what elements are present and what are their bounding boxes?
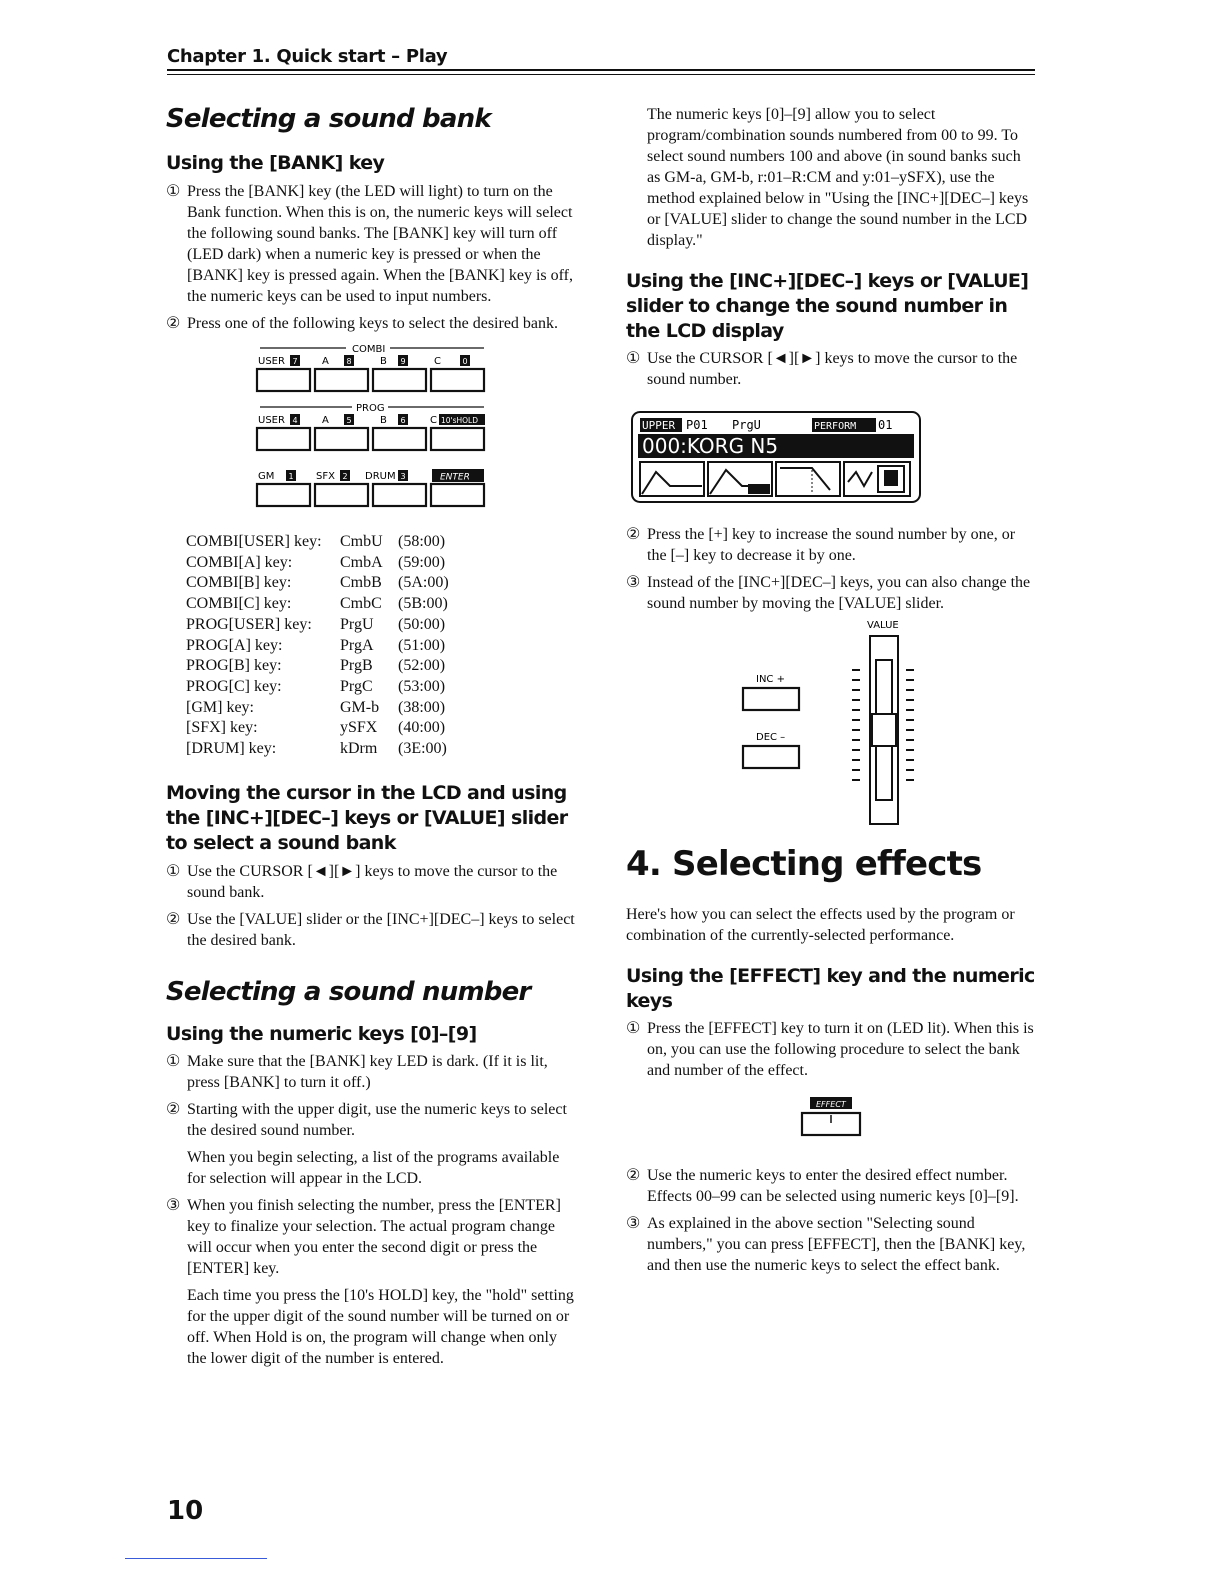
bank-code: GM-b: [340, 698, 380, 716]
step-item: [626, 1018, 1038, 1081]
key-number: 4: [292, 416, 298, 425]
step-number: ②: [626, 526, 641, 543]
bank-table-row: [186, 636, 449, 657]
step-text: Use the [VALUE] slider or the [INC+][DEC–] keys to select the desired bank.: [187, 910, 575, 949]
key-8: [315, 369, 368, 391]
bank-code: CmbB: [340, 574, 382, 592]
effect-label: EFFECT: [816, 1100, 846, 1109]
bank-address: (3E:00): [398, 740, 447, 758]
bank-table-row: [186, 532, 449, 553]
bank-code: CmbA: [340, 553, 383, 571]
subsection-title: Using the numeric keys [0]–[9]: [166, 1022, 477, 1045]
bank-address: (51:00): [398, 636, 446, 654]
key-4: [257, 428, 310, 450]
key-number: 9: [400, 357, 406, 366]
key-label: A: [322, 415, 329, 426]
dec-label: DEC –: [756, 732, 786, 743]
key-number: 2: [342, 472, 348, 481]
body-paragraph: Here's how you can select the effects used by the program or combination of the currently-selected performance.: [626, 906, 1015, 944]
bank-table-row: [186, 656, 449, 677]
footer-line: [125, 1558, 267, 1559]
header-rule-thin: [167, 74, 1035, 75]
step-number: ③: [626, 574, 641, 591]
step-item: [626, 348, 1038, 390]
key-2: [315, 484, 368, 506]
bank-code: kDrm: [340, 740, 378, 758]
step-text: When you finish selecting the number, press the [ENTER] key to finalize your selection. The actual program change will occur when you enter the second digit or press the [ENTER] key.: [187, 1196, 561, 1277]
lcd-upper-tag: UPPER: [642, 419, 676, 432]
effect-key-diagram: [626, 1093, 1038, 1153]
section-title: Selecting a sound number: [166, 976, 531, 1007]
key-number: 3: [400, 472, 406, 481]
key-number: 1: [288, 472, 294, 481]
step-text: Use the CURSOR [◄][►] keys to move the cursor to the sound number.: [647, 350, 1018, 388]
numeric-keypad-diagram: [254, 342, 494, 522]
subsection-title: Moving the cursor in the LCD and using the [INC+][DEC–] keys or [VALUE] slider to select a sound bank: [166, 781, 568, 854]
bank-key-name: COMBI[A] key:: [186, 553, 293, 571]
bank-key-name: PROG[C] key:: [186, 677, 282, 695]
key-number: 6: [400, 416, 406, 425]
bank-key-name: [SFX] key:: [186, 719, 258, 737]
step-text: Use the CURSOR [◄][►] keys to move the cursor to the sound bank.: [187, 862, 558, 901]
bank-table-row: [186, 573, 449, 594]
step-item: [166, 1099, 576, 1141]
left-column: [166, 104, 576, 1369]
key-number: 0: [462, 357, 468, 366]
key-number: 5: [346, 416, 352, 425]
lcd-prgu: PrgU: [732, 418, 761, 432]
bank-table-row: [186, 718, 449, 739]
step-item: [166, 909, 576, 951]
bank-key-name: PROG[USER] key:: [186, 615, 312, 633]
key-number: 8: [346, 357, 352, 366]
step-number: ①: [166, 183, 181, 200]
slider-knob: [872, 714, 896, 746]
step-text: Starting with the upper digit, use the numeric keys to select the desired sound number.: [187, 1100, 567, 1139]
right-column: [626, 104, 1038, 1276]
key-7: [257, 369, 310, 391]
step-text: As explained in the above section "Selecting sound numbers," you can press [EFFECT], then the [BANK] key, and then use the numeric keys to select the effect bank.: [647, 1215, 1026, 1274]
lcd-main-text: 000:KORG N5: [642, 434, 779, 458]
key-label: DRUM: [365, 471, 396, 482]
step-number: ①: [166, 1052, 181, 1070]
bank-address: (5B:00): [398, 595, 448, 613]
key-label: B: [380, 415, 387, 426]
bank-address: (38:00): [398, 698, 446, 716]
bank-code: PrgC: [340, 677, 373, 695]
step-number: ③: [166, 1196, 181, 1214]
subsection-title: Using the [EFFECT] key and the numeric keys: [626, 965, 1035, 1012]
step-item: [626, 1165, 1038, 1207]
key-0: [431, 369, 484, 391]
header-rule: [167, 69, 1035, 71]
bank-code: ySFX: [340, 719, 378, 737]
step-text: Press the [+] key to increase the sound number by one, or the [–] key to decrease it by one.: [647, 526, 1016, 564]
bank-key-name: [DRUM] key:: [186, 740, 277, 758]
key-3: [373, 484, 426, 506]
step-text: Press the [EFFECT] key to turn it on (LED lit). When this is on, you can use the following procedure to select the bank and number of the effect.: [647, 1020, 1034, 1079]
bank-address: (58:00): [398, 533, 446, 550]
bank-table-row: [186, 615, 449, 636]
step-text: Use the numeric keys to enter the desired effect number. Effects 00–99 can be selected using numeric keys [0]–[9].: [647, 1167, 1019, 1205]
bank-address: (53:00): [398, 677, 446, 695]
step-note: Each time you press the [10's HOLD] key, the "hold" setting for the upper digit of the sound number will be turned on or off. When Hold is on, the program will change when only the lower digit of the number is entered.: [187, 1286, 574, 1367]
key-10s-hold: [431, 428, 484, 450]
step-item: [166, 861, 576, 903]
step-item: [166, 1195, 576, 1279]
key-5: [315, 428, 368, 450]
step-number: ②: [626, 1167, 641, 1184]
bank-address: (40:00): [398, 719, 446, 737]
bank-table-row: [186, 739, 449, 760]
step-number: ①: [626, 350, 641, 367]
bank-key-name: PROG[B] key:: [186, 657, 282, 675]
lcd-p01: P01: [686, 418, 708, 432]
step-text: Press one of the following keys to select the desired bank.: [187, 315, 559, 332]
lcd-display-diagram: [630, 410, 922, 504]
step-item: [166, 1051, 576, 1093]
section-title: Selecting a sound bank: [166, 104, 491, 134]
bank-key-name: COMBI[C] key:: [186, 595, 292, 613]
page-number: 10: [167, 1496, 204, 1526]
bank-code: CmbU: [340, 533, 383, 550]
prog-label: PROG: [356, 403, 385, 414]
bank-key-name: COMBI[USER] key:: [186, 533, 322, 550]
step-number: ②: [166, 315, 181, 332]
key-number: 10'sHOLD: [441, 416, 479, 425]
step-text: Press the [BANK] key (the LED will light) to turn on the Bank function. When this is on, the numeric keys will select the following sound banks. The [BANK] key will turn off (LED dark) when a numeric key is pressed or when the [BANK] key is pressed again. When the [BANK] key is off, the numeric keys can be used to input numbers.: [187, 183, 573, 305]
step-item: [166, 181, 576, 307]
step-text: Make sure that the [BANK] key LED is dark. (If it is lit, press [BANK] to turn it off.): [187, 1052, 548, 1091]
key-label: SFX: [316, 471, 335, 482]
step-number: ②: [166, 910, 181, 928]
bank-table: [186, 532, 449, 760]
bank-table-row: [186, 594, 449, 615]
bank-code: CmbC: [340, 595, 382, 613]
key-6: [373, 428, 426, 450]
bank-table-row: [186, 553, 449, 574]
body-paragraph: The numeric keys [0]–[9] allow you to select program/combination sounds numbered from 00 to 99. To select sound numbers 100 and above (in sound banks such as GM-a, GM-b, r:01–R:CM and y:01–ySFX), use the method explained below in "Using the [INC+][DEC–] keys or [VALUE] slider to change the sound number in the LCD display.": [647, 106, 1029, 249]
bank-key-name: COMBI[B] key:: [186, 574, 292, 592]
value-slider-diagram: [626, 618, 926, 832]
key-number: 7: [292, 357, 298, 366]
step-note: When you begin selecting, a list of the programs available for selection will appear in the LCD.: [187, 1148, 560, 1187]
bank-table-row: [186, 698, 449, 719]
step-number: ②: [166, 1100, 181, 1118]
key-label: C: [430, 415, 437, 426]
step-item: [626, 572, 1038, 614]
bank-code: PrgB: [340, 657, 373, 675]
chapter-section-title: 4. Selecting effects: [626, 844, 982, 884]
step-number: ①: [166, 862, 181, 880]
key-9: [373, 369, 426, 391]
key-label: C: [434, 356, 441, 367]
lcd-n01: 01: [878, 418, 893, 432]
subsection-title: Using the [INC+][DEC–] keys or [VALUE] slider to change the sound number in the LCD display: [626, 270, 1029, 342]
chapter-header: Chapter 1. Quick start – Play: [167, 46, 448, 67]
key-label: B: [380, 356, 387, 367]
bank-table-row: [186, 677, 449, 698]
key-label: USER: [258, 356, 285, 367]
key-label: GM: [258, 471, 275, 482]
bank-code: PrgU: [340, 615, 374, 633]
bank-address: (59:00): [398, 553, 446, 571]
key-enter: [431, 484, 484, 506]
key-label: USER: [258, 415, 285, 426]
bank-address: (50:00): [398, 615, 446, 633]
step-text: Instead of the [INC+][DEC–] keys, you can also change the sound number by moving the [VALUE] slider.: [647, 574, 1031, 612]
bank-key-name: [GM] key:: [186, 698, 254, 716]
step-number: ①: [626, 1020, 641, 1037]
bank-key-name: PROG[A] key:: [186, 636, 283, 654]
bank-code: PrgA: [340, 636, 374, 654]
inc-key: [743, 688, 799, 710]
combi-label: COMBI: [352, 344, 386, 355]
step-number: ③: [626, 1215, 641, 1232]
step-item: [166, 313, 576, 334]
bank-address: (5A:00): [398, 574, 449, 592]
subsection-title: Using the [BANK] key: [166, 152, 385, 174]
value-label: VALUE: [867, 620, 899, 631]
bank-address: (52:00): [398, 657, 446, 675]
step-item: [626, 524, 1038, 566]
key-label: A: [322, 356, 329, 367]
key-number: ENTER: [440, 472, 470, 483]
key-1: [257, 484, 310, 506]
step-item: [626, 1213, 1038, 1276]
inc-label: INC +: [756, 674, 785, 685]
lcd-perform-tag: PERFORM: [814, 421, 857, 432]
dec-key: [743, 746, 799, 768]
